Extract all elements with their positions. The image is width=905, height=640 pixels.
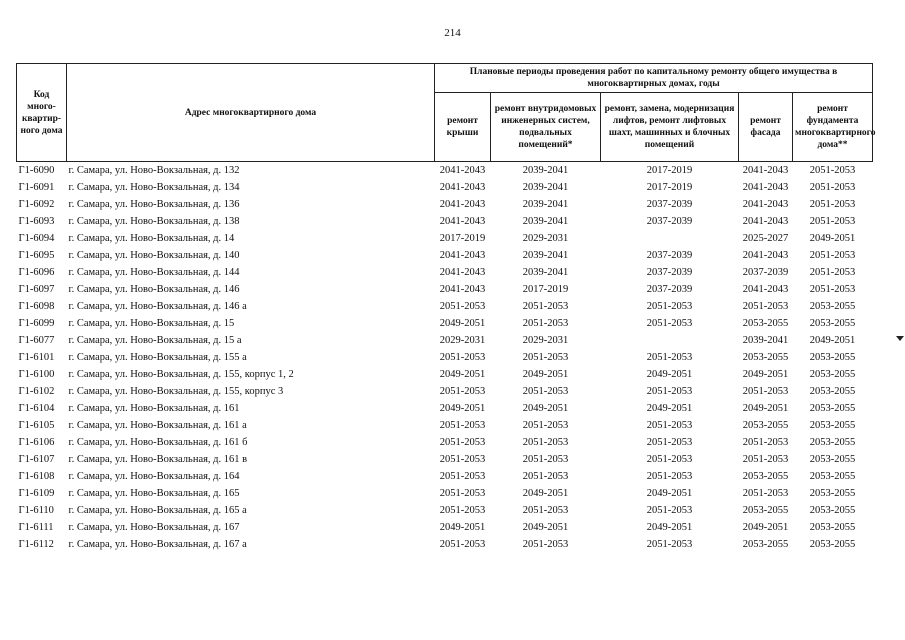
address-cell: г. Самара, ул. Ново-Вокзальная, д. 132: [68, 165, 240, 176]
header-periods: Плановые периоды проведения работ по капитальному ремонту общего имущества в многоквартирных домах, годы: [435, 64, 873, 93]
facade-period-cell: 2049-2051: [742, 403, 789, 414]
roof-period-cell: 2051-2053: [439, 352, 486, 363]
lifts-period-cell: 2051-2053: [646, 301, 693, 312]
capital-repair-schedule-table: [16, 63, 876, 553]
table-header: [17, 64, 876, 162]
code-cell: Г1-6112: [18, 539, 54, 550]
roof-period-cell: 2041-2043: [439, 284, 486, 295]
roof-period-cell: 2051-2053: [439, 437, 486, 448]
address-cell: г. Самара, ул. Ново-Вокзальная, д. 14: [68, 233, 235, 244]
table-row: [17, 400, 873, 417]
systems-period-cell: 2039-2041: [522, 267, 569, 278]
table-row: [17, 485, 873, 502]
roof-period-cell: 2049-2051: [439, 318, 486, 329]
address-cell: г. Самара, ул. Ново-Вокзальная, д. 140: [68, 250, 240, 261]
address-cell: г. Самара, ул. Ново-Вокзальная, д. 161 б: [68, 437, 248, 448]
code-cell: Г1-6077: [18, 335, 55, 346]
address-cell: г. Самара, ул. Ново-Вокзальная, д. 164: [68, 471, 240, 482]
facade-period-cell: 2051-2053: [742, 454, 789, 465]
lifts-period-cell: 2049-2051: [646, 488, 693, 499]
code-cell: Г1-6102: [18, 386, 55, 397]
lifts-period-cell: 2051-2053: [646, 437, 693, 448]
table-row: [17, 315, 873, 332]
foundation-period-cell: 2053-2055: [809, 386, 856, 397]
roof-period-cell: 2041-2043: [439, 165, 486, 176]
facade-period-cell: 2041-2043: [742, 250, 789, 261]
code-cell: Г1-6096: [18, 267, 55, 278]
table-row: [17, 230, 873, 247]
roof-period-cell: 2051-2053: [439, 471, 486, 482]
code-cell: Г1-6093: [18, 216, 55, 227]
roof-period-cell: 2051-2053: [439, 386, 486, 397]
foundation-period-cell: 2053-2055: [809, 437, 856, 448]
systems-period-cell: 2051-2053: [522, 505, 569, 516]
lifts-period-cell: 2051-2053: [646, 471, 693, 482]
facade-period-cell: 2053-2055: [742, 505, 789, 516]
facade-period-cell: 2037-2039: [742, 267, 789, 278]
foundation-period-cell: 2049-2051: [809, 335, 856, 346]
header-systems: ремонт внутридомовых инженерных систем, подвальных помещений*: [491, 92, 601, 161]
lifts-period-cell: [601, 332, 739, 349]
code-cell: Г1-6111: [18, 522, 54, 533]
foundation-period-cell: 2053-2055: [809, 471, 856, 482]
foundation-period-cell: 2053-2055: [809, 301, 856, 312]
lifts-period-cell: 2037-2039: [646, 216, 693, 227]
lifts-period-cell: 2049-2051: [646, 522, 693, 533]
address-cell: г. Самара, ул. Ново-Вокзальная, д. 167: [68, 522, 240, 533]
code-cell: Г1-6100: [18, 369, 55, 380]
lifts-period-cell: 2051-2053: [646, 318, 693, 329]
systems-period-cell: 2051-2053: [522, 318, 569, 329]
facade-period-cell: 2051-2053: [742, 301, 789, 312]
facade-period-cell: 2039-2041: [742, 335, 789, 346]
code-cell: Г1-6094: [18, 233, 55, 244]
systems-period-cell: 2017-2019: [522, 284, 569, 295]
lifts-period-cell: 2051-2053: [646, 420, 693, 431]
roof-period-cell: 2051-2053: [439, 454, 486, 465]
code-cell: Г1-6101: [18, 352, 55, 363]
table-row: [17, 366, 873, 383]
table-row: [17, 383, 873, 400]
code-cell: Г1-6108: [18, 471, 55, 482]
triangle-marker-icon: [896, 336, 904, 341]
roof-period-cell: 2051-2053: [439, 539, 486, 550]
lifts-period-cell: [601, 230, 739, 247]
lifts-period-cell: 2051-2053: [646, 505, 693, 516]
lifts-period-cell: 2049-2051: [646, 403, 693, 414]
systems-period-cell: 2029-2031: [522, 335, 569, 346]
address-cell: г. Самара, ул. Ново-Вокзальная, д. 155, корпус 3: [68, 386, 284, 397]
roof-period-cell: 2049-2051: [439, 403, 486, 414]
header-lifts: ремонт, замена, модернизация лифтов, ремонт лифтовых шахт, машинных и блочных помещений: [601, 92, 739, 161]
lifts-period-cell: 2037-2039: [646, 267, 693, 278]
facade-period-cell: 2041-2043: [742, 182, 789, 193]
code-cell: Г1-6092: [18, 199, 55, 210]
table-row: [17, 162, 873, 180]
systems-period-cell: 2051-2053: [522, 539, 569, 550]
roof-period-cell: 2041-2043: [439, 250, 486, 261]
systems-period-cell: 2039-2041: [522, 250, 569, 261]
facade-period-cell: 2041-2043: [742, 199, 789, 210]
table-body: [17, 162, 873, 554]
systems-period-cell: 2049-2051: [522, 488, 569, 499]
table-row: [17, 417, 873, 434]
table-row: [17, 264, 873, 281]
table-row: [17, 434, 873, 451]
roof-period-cell: 2051-2053: [439, 301, 486, 312]
foundation-period-cell: 2051-2053: [809, 182, 856, 193]
roof-period-cell: 2017-2019: [439, 233, 486, 244]
header-roof: ремонт крыши: [435, 92, 491, 161]
facade-period-cell: 2053-2055: [742, 420, 789, 431]
foundation-period-cell: 2051-2053: [809, 267, 856, 278]
facade-period-cell: 2053-2055: [742, 471, 789, 482]
foundation-period-cell: 2053-2055: [809, 505, 856, 516]
header-facade: ремонт фасада: [739, 92, 793, 161]
foundation-period-cell: 2053-2055: [809, 318, 856, 329]
address-cell: г. Самара, ул. Ново-Вокзальная, д. 161 в: [68, 454, 248, 465]
address-cell: г. Самара, ул. Ново-Вокзальная, д. 165: [68, 488, 240, 499]
systems-period-cell: 2051-2053: [522, 352, 569, 363]
code-cell: Г1-6105: [18, 420, 55, 431]
code-cell: Г1-6090: [18, 165, 55, 176]
address-cell: г. Самара, ул. Ново-Вокзальная, д. 167 а: [68, 539, 247, 550]
code-cell: Г1-6095: [18, 250, 55, 261]
facade-period-cell: 2051-2053: [742, 437, 789, 448]
systems-period-cell: 2039-2041: [522, 199, 569, 210]
lifts-period-cell: 2051-2053: [646, 352, 693, 363]
facade-period-cell: 2053-2055: [742, 352, 789, 363]
table-row: [17, 281, 873, 298]
code-cell: Г1-6091: [18, 182, 55, 193]
code-cell: Г1-6099: [18, 318, 55, 329]
lifts-period-cell: 2037-2039: [646, 250, 693, 261]
roof-period-cell: 2051-2053: [439, 420, 486, 431]
code-cell: Г1-6097: [18, 284, 55, 295]
address-cell: г. Самара, ул. Ново-Вокзальная, д. 155 а: [68, 352, 247, 363]
foundation-period-cell: 2053-2055: [809, 403, 856, 414]
address-cell: г. Самара, ул. Ново-Вокзальная, д. 15: [68, 318, 235, 329]
systems-period-cell: 2051-2053: [522, 301, 569, 312]
systems-period-cell: 2051-2053: [522, 454, 569, 465]
table-row: [17, 536, 873, 553]
lifts-period-cell: 2017-2019: [646, 182, 693, 193]
table-row: [17, 519, 873, 536]
roof-period-cell: 2051-2053: [439, 488, 486, 499]
roof-period-cell: 2041-2043: [439, 267, 486, 278]
address-cell: г. Самара, ул. Ново-Вокзальная, д. 161 а: [68, 420, 247, 431]
table-row: [17, 179, 873, 196]
table-row: [17, 247, 873, 264]
systems-period-cell: 2039-2041: [522, 165, 569, 176]
address-cell: г. Самара, ул. Ново-Вокзальная, д. 165 а: [68, 505, 247, 516]
systems-period-cell: 2029-2031: [522, 233, 569, 244]
facade-period-cell: 2053-2055: [742, 539, 789, 550]
foundation-period-cell: 2051-2053: [809, 284, 856, 295]
table-row: [17, 298, 873, 315]
roof-period-cell: 2051-2053: [439, 505, 486, 516]
foundation-period-cell: 2051-2053: [809, 165, 856, 176]
code-cell: Г1-6104: [18, 403, 55, 414]
header-code: Код много-квартир-ного дома: [17, 64, 67, 162]
systems-period-cell: 2039-2041: [522, 182, 569, 193]
page-number: 214: [444, 27, 461, 39]
table-row: [17, 349, 873, 366]
roof-period-cell: 2049-2051: [439, 522, 486, 533]
lifts-period-cell: 2051-2053: [646, 454, 693, 465]
facade-period-cell: 2025-2027: [742, 233, 789, 244]
facade-period-cell: 2049-2051: [742, 369, 789, 380]
roof-period-cell: 2029-2031: [439, 335, 486, 346]
foundation-period-cell: 2053-2055: [809, 420, 856, 431]
roof-period-cell: 2049-2051: [439, 369, 486, 380]
facade-period-cell: 2051-2053: [742, 488, 789, 499]
facade-period-cell: 2041-2043: [742, 216, 789, 227]
address-cell: г. Самара, ул. Ново-Вокзальная, д. 134: [68, 182, 240, 193]
address-cell: г. Самара, ул. Ново-Вокзальная, д. 15 а: [68, 335, 242, 346]
table-row: [17, 502, 873, 519]
foundation-period-cell: 2053-2055: [809, 352, 856, 363]
code-cell: Г1-6107: [18, 454, 55, 465]
header-foundation: ремонт фундамента многоквартирного дома**: [793, 92, 873, 161]
foundation-period-cell: 2051-2053: [809, 199, 856, 210]
foundation-period-cell: 2053-2055: [809, 369, 856, 380]
table-row: [17, 332, 873, 349]
facade-period-cell: 2049-2051: [742, 522, 789, 533]
foundation-period-cell: 2053-2055: [809, 488, 856, 499]
systems-period-cell: 2049-2051: [522, 403, 569, 414]
roof-period-cell: 2041-2043: [439, 182, 486, 193]
facade-period-cell: 2041-2043: [742, 284, 789, 295]
systems-period-cell: 2051-2053: [522, 437, 569, 448]
facade-period-cell: 2053-2055: [742, 318, 789, 329]
address-cell: г. Самара, ул. Ново-Вокзальная, д. 161: [68, 403, 240, 414]
roof-period-cell: 2041-2043: [439, 216, 486, 227]
table-row: [17, 451, 873, 468]
foundation-period-cell: 2053-2055: [809, 454, 856, 465]
systems-period-cell: 2051-2053: [522, 386, 569, 397]
address-cell: г. Самара, ул. Ново-Вокзальная, д. 136: [68, 199, 240, 210]
address-cell: г. Самара, ул. Ново-Вокзальная, д. 138: [68, 216, 240, 227]
lifts-period-cell: 2051-2053: [646, 386, 693, 397]
systems-period-cell: 2051-2053: [522, 471, 569, 482]
facade-period-cell: 2041-2043: [742, 165, 789, 176]
foundation-period-cell: 2049-2051: [809, 233, 856, 244]
lifts-period-cell: 2049-2051: [646, 369, 693, 380]
lifts-period-cell: 2037-2039: [646, 199, 693, 210]
lifts-period-cell: 2017-2019: [646, 165, 693, 176]
foundation-period-cell: 2051-2053: [809, 216, 856, 227]
address-cell: г. Самара, ул. Ново-Вокзальная, д. 155, корпус 1, 2: [68, 369, 294, 380]
roof-period-cell: 2041-2043: [439, 199, 486, 210]
lifts-period-cell: 2037-2039: [646, 284, 693, 295]
foundation-period-cell: 2051-2053: [809, 250, 856, 261]
code-cell: Г1-6109: [18, 488, 55, 499]
address-cell: г. Самара, ул. Ново-Вокзальная, д. 144: [68, 267, 240, 278]
facade-period-cell: 2051-2053: [742, 386, 789, 397]
systems-period-cell: 2051-2053: [522, 420, 569, 431]
code-cell: Г1-6110: [18, 505, 54, 516]
address-cell: г. Самара, ул. Ново-Вокзальная, д. 146: [68, 284, 240, 295]
code-cell: Г1-6098: [18, 301, 55, 312]
table-row: [17, 468, 873, 485]
code-cell: Г1-6106: [18, 437, 55, 448]
address-cell: г. Самара, ул. Ново-Вокзальная, д. 146 а: [68, 301, 247, 312]
foundation-period-cell: 2053-2055: [809, 522, 856, 533]
systems-period-cell: 2049-2051: [522, 369, 569, 380]
systems-period-cell: 2039-2041: [522, 216, 569, 227]
table-row: [17, 213, 873, 230]
table-row: [17, 196, 873, 213]
header-address: Адрес многоквартирного дома: [67, 64, 435, 162]
lifts-period-cell: 2051-2053: [646, 539, 693, 550]
foundation-period-cell: 2053-2055: [809, 539, 856, 550]
systems-period-cell: 2049-2051: [522, 522, 569, 533]
